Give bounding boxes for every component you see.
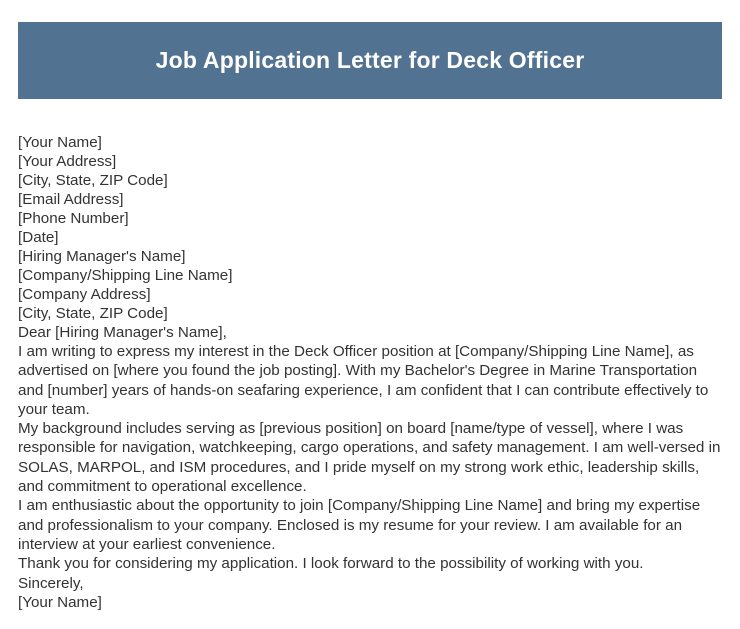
date-line: [Date] <box>18 229 59 246</box>
recipient-address-block <box>18 247 724 323</box>
sender-line: [City, State, ZIP Code] <box>18 172 168 189</box>
closing: Sincerely, <box>18 574 84 592</box>
signature-name: [Your Name] <box>18 593 102 611</box>
recipient-line: [Company Address] <box>18 286 151 303</box>
body-paragraph-3: I am enthusiastic about the opportunity to join [Company/Shipping Line Name] and bring my expertise and professionalism to your company. Enclosed is my resume for your review. I am available for an interview at your earliest convenience. <box>18 497 701 553</box>
sender-line: [Email Address] <box>18 191 124 208</box>
sender-line: [Your Name] <box>18 134 102 151</box>
body-paragraph-1: I am writing to express my interest in the Deck Officer position at [Company/Shipping Line Name], as advertised on [where you found the job posting]. With my Bachelor's Degree in Marine Transportation and [number] years of hands-on seafaring experience, I am confident that I can contribute effectively to your team. <box>18 343 709 418</box>
page-title: Job Application Letter for Deck Officer <box>155 47 585 73</box>
sender-line: [Your Address] <box>18 153 117 170</box>
letter-body <box>18 133 724 612</box>
sender-address-block <box>18 133 724 247</box>
body-paragraph-2: My background includes serving as [previous position] on board [name/type of vessel], where I was responsible for navigation, watchkeeping, cargo operations, and safety management. I am well-versed in SOLAS, MARPOL, and ISM procedures, and I pride myself on my strong work ethic, leadership skills, and commitment to operational excellence. <box>18 420 721 496</box>
recipient-line: [Company/Shipping Line Name] <box>18 267 233 284</box>
body-paragraph-4: Thank you for considering my application. I look forward to the possibility of working with you. <box>18 555 644 573</box>
sender-line: [Phone Number] <box>18 210 129 227</box>
recipient-line: [Hiring Manager's Name] <box>18 248 186 265</box>
document-header-band <box>18 22 722 99</box>
recipient-line: [City, State, ZIP Code] <box>18 305 168 322</box>
salutation: Dear [Hiring Manager's Name], <box>18 324 227 341</box>
